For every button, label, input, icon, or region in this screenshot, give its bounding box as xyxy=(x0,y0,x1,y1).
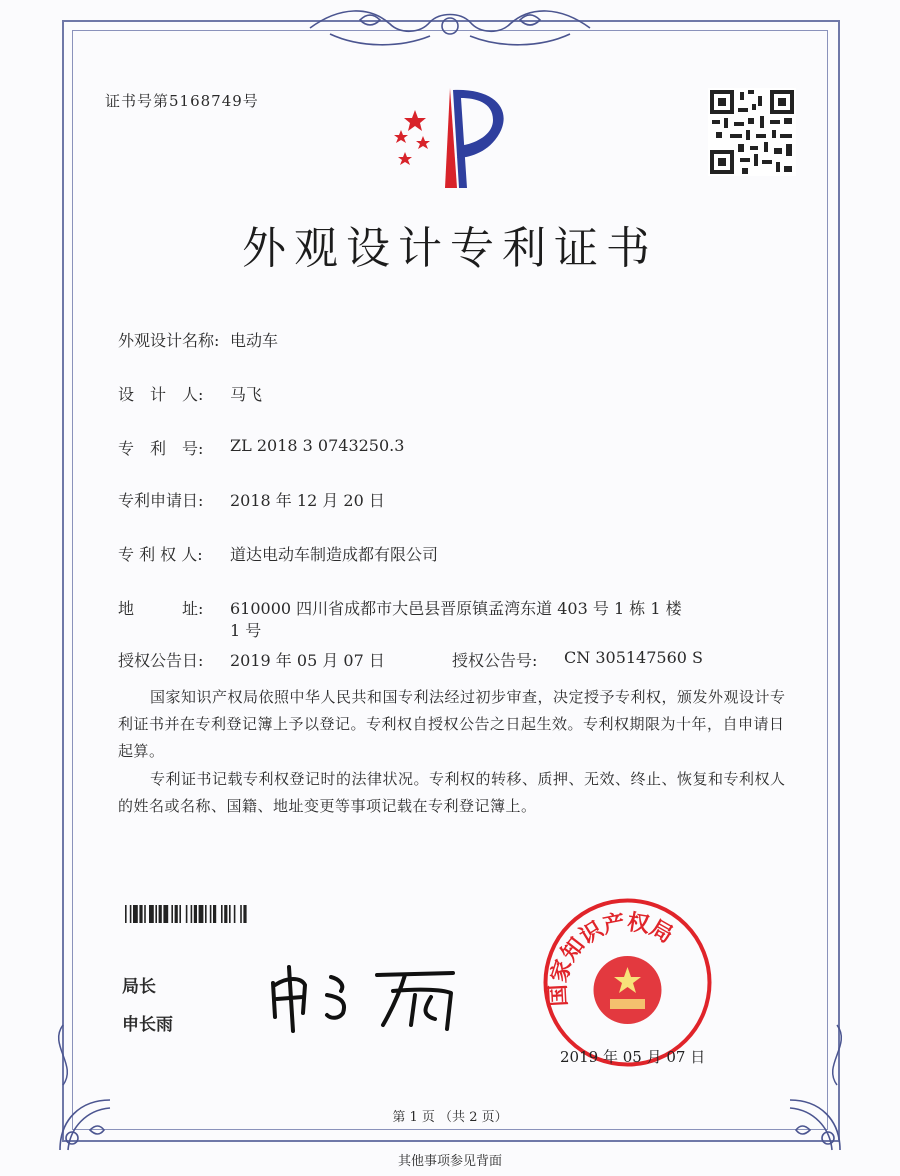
left-side-ornament-icon xyxy=(48,1020,78,1090)
field-value: 电动车 xyxy=(230,331,279,350)
field-patentee xyxy=(118,542,438,565)
field-designer xyxy=(118,382,262,405)
certificate-number: 证书号第5168749号 xyxy=(105,92,259,110)
top-ornament-icon xyxy=(300,4,600,52)
field-value: 2019 年 05 月 07 日 xyxy=(230,651,385,670)
field-design-name xyxy=(118,328,278,351)
right-side-ornament-icon xyxy=(822,1020,852,1090)
field-value: ZL 2018 3 0743250.3 xyxy=(230,436,405,455)
qr-code-icon xyxy=(708,88,796,176)
field-label: 外观设计名称: xyxy=(118,331,220,350)
field-patent-number xyxy=(118,436,404,459)
field-label: 专 利 号: xyxy=(118,439,204,458)
field-value: 马飞 xyxy=(230,385,263,404)
field-address xyxy=(118,596,682,619)
field-grant-number xyxy=(452,648,703,671)
field-label: 专利申请日: xyxy=(118,491,204,510)
footer-note: 其他事项参见背面 xyxy=(397,1154,502,1169)
certificate-title: 外观设计专利证书 xyxy=(242,223,658,274)
page-indicator: 第 1 页 （共 2 页） xyxy=(392,1110,508,1125)
cnipa-logo-icon xyxy=(375,80,525,190)
director-name: 申长雨 xyxy=(122,1015,173,1035)
field-filing-date xyxy=(118,488,385,511)
official-seal-icon xyxy=(540,895,715,1070)
field-label: 设 计 人: xyxy=(118,385,204,404)
field-address-line2: 1 号 xyxy=(230,621,262,640)
issue-date: 2019 年 05 月 07 日 xyxy=(560,1048,706,1066)
barcode-icon xyxy=(125,905,350,923)
field-value: CN 305147560 S xyxy=(564,648,703,667)
field-grant-date xyxy=(118,648,385,671)
field-value: 610000 四川省成都市大邑县晋原镇孟湾东道 403 号 1 栋 1 楼 xyxy=(230,599,682,618)
field-label: 专 利 权 人: xyxy=(118,545,203,564)
field-value: 2018 年 12 月 20 日 xyxy=(230,491,385,510)
director-title: 局长 xyxy=(122,977,156,997)
field-value: 道达电动车制造成都有限公司 xyxy=(230,545,439,564)
seal-text: 国家知识产权局 xyxy=(546,910,677,1007)
field-label: 授权公告日: xyxy=(118,651,204,670)
statement-paragraph-1: 国家知识产权局依照中华人民共和国专利法经过初步审查，决定授予专利权，颁发外观设计专利证书并在专利登记簿上予以登记。专利权自授权公告之日起生效。专利权期限为十年，自申请日起算。 xyxy=(118,688,786,760)
statement-paragraph-2: 专利证书记载专利权登记时的法律状况。专利权的转移、质押、无效、终止、恢复和专利权人的姓名或名称、国籍、地址变更等事项记载在专利登记簿上。 xyxy=(118,770,786,815)
field-label: 地 址: xyxy=(118,599,204,618)
director-signature-icon xyxy=(265,955,475,1035)
field-label: 授权公告号: xyxy=(452,651,538,670)
